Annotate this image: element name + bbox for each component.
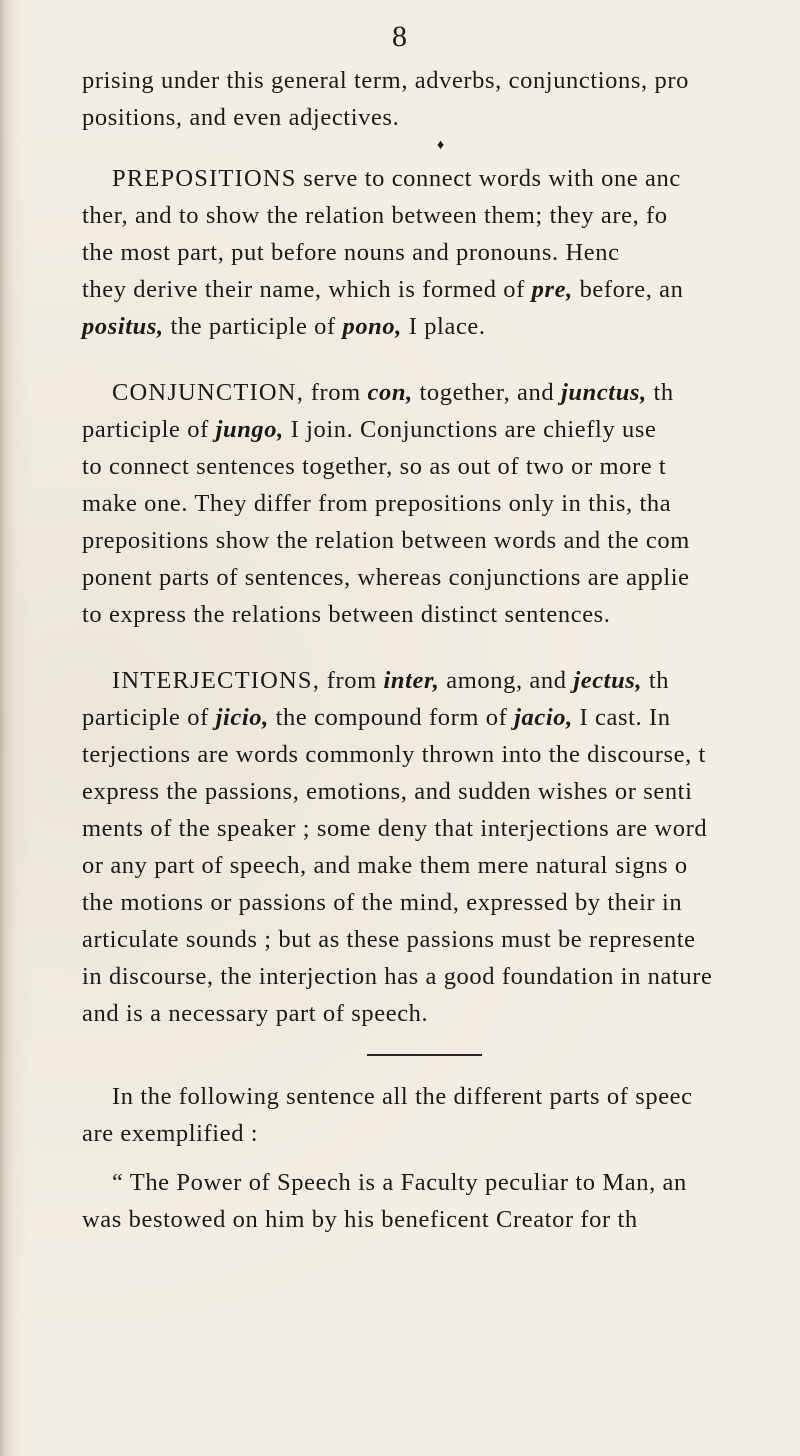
latin-word: inter,	[383, 667, 440, 694]
text-line: they derive their name, which is formed of pre, before, an	[82, 276, 684, 303]
latin-word: jacio,	[514, 704, 573, 731]
text-line: terjections are words commonly thrown into the discourse, t	[82, 741, 706, 768]
text-line: articulate sounds ; but as these passions must be represente	[82, 926, 696, 953]
text-line: the motions or passions of the mind, expressed by their in	[82, 889, 683, 916]
text-line: positions, and even adjectives.	[82, 104, 400, 131]
page-body	[82, 62, 800, 1238]
paragraph-prepositions	[82, 160, 800, 345]
page-binding-shadow	[0, 0, 30, 1456]
text-line: and is a necessary part of speech.	[82, 1000, 429, 1027]
term-interjections: INTERJECTIONS,	[112, 667, 321, 694]
latin-word: junctus,	[560, 379, 647, 406]
text-line: In the following sentence all the different parts of speec	[112, 1083, 693, 1110]
text-line: to connect sentences together, so as out of two or more t	[82, 453, 667, 480]
latin-word: jicio,	[215, 704, 269, 731]
paragraph-gap	[82, 1152, 800, 1164]
text-line: participle of jicio, the compound form of jacio, I cast. In	[82, 704, 671, 731]
text-line: make one. They differ from prepositions only in this, tha	[82, 490, 672, 517]
text-line: was bestowed on him by his beneficent Creator for th	[82, 1206, 638, 1233]
text-line: express the passions, emotions, and sudden wishes or senti	[82, 778, 693, 805]
text-line: are exemplified :	[82, 1120, 259, 1147]
text-line: prepositions show the relation between words and the com	[82, 527, 690, 554]
horizontal-rule	[367, 1054, 482, 1056]
term-conjunction: CONJUNCTION,	[112, 379, 305, 406]
latin-word: con,	[367, 379, 413, 406]
text-line: prising under this general term, adverbs, conjunctions, pro	[82, 67, 689, 94]
latin-word: positus,	[82, 313, 164, 340]
text-line: “ The Power of Speech is a Faculty peculiar to Man, an	[112, 1169, 687, 1196]
latin-word: jungo,	[215, 416, 284, 443]
page-number: 8	[392, 20, 408, 53]
term-prepositions: PREPOSITIONS	[112, 165, 297, 192]
text-line: INTERJECTIONS, from inter, among, and jectus, th	[112, 667, 670, 694]
latin-word: pono,	[342, 313, 402, 340]
paragraph-gap	[82, 633, 800, 662]
text-line: participle of jungo, I join. Conjunctions are chiefly use	[82, 416, 657, 443]
text-line: the most part, put before nouns and pronouns. Henc	[82, 239, 620, 266]
text-line: ther, and to show the relation between them; they are, fo	[82, 202, 668, 229]
paragraph-example	[82, 1078, 800, 1238]
section-divider	[82, 1032, 800, 1078]
paragraph-conjunction	[82, 374, 800, 633]
text-line: CONJUNCTION, from con, together, and junctus, th	[112, 379, 674, 406]
text-line: positus, the participle of pono, I place.	[82, 313, 486, 340]
text-line: to express the relations between distinct sentences.	[82, 601, 611, 628]
paragraph-interjections	[82, 662, 800, 1032]
latin-word: jectus,	[573, 667, 643, 694]
ornament-mark: ♦	[437, 138, 445, 153]
text-line: in discourse, the interjection has a good foundation in nature	[82, 963, 713, 990]
text-line: ponent parts of sentences, whereas conjunctions are applie	[82, 564, 690, 591]
latin-word: pre,	[531, 276, 573, 303]
text-line: ments of the speaker ; some deny that interjections are word	[82, 815, 708, 842]
paragraph-gap	[82, 345, 800, 374]
text-line: or any part of speech, and make them mere natural signs o	[82, 852, 688, 879]
text-line: PREPOSITIONS serve to connect words with one anc	[112, 165, 681, 192]
